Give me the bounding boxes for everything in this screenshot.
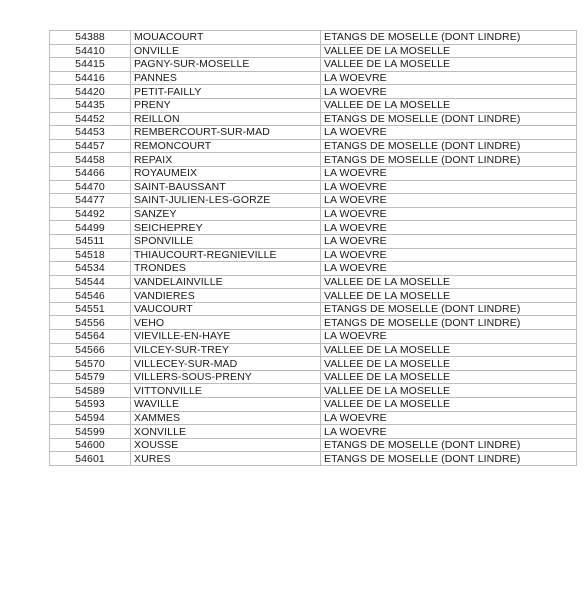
table-row xyxy=(50,262,577,276)
table-row xyxy=(50,71,577,85)
sector-cell: VALLEE DE LA MOSELLE xyxy=(321,357,577,371)
commune-name-cell: REILLON xyxy=(131,112,321,126)
sector-cell: LA WOEVRE xyxy=(321,194,577,208)
sector-cell: ETANGS DE MOSELLE (DONT LINDRE) xyxy=(321,316,577,330)
sector-cell: VALLEE DE LA MOSELLE xyxy=(321,398,577,412)
commune-name-cell: MOUACOURT xyxy=(131,31,321,45)
commune-code-cell: 54466 xyxy=(50,166,131,180)
sector-cell: ETANGS DE MOSELLE (DONT LINDRE) xyxy=(321,153,577,167)
commune-code-cell: 54453 xyxy=(50,126,131,140)
table-row xyxy=(50,44,577,58)
commune-name-cell: TRONDES xyxy=(131,262,321,276)
communes-table xyxy=(49,30,577,466)
table-row xyxy=(50,316,577,330)
commune-name-cell: VILLECEY-SUR-MAD xyxy=(131,357,321,371)
commune-code-cell: 54601 xyxy=(50,452,131,466)
commune-name-cell: PAGNY-SUR-MOSELLE xyxy=(131,58,321,72)
commune-name-cell: PANNES xyxy=(131,71,321,85)
table-row xyxy=(50,438,577,452)
commune-code-cell: 54477 xyxy=(50,194,131,208)
commune-code-cell: 54600 xyxy=(50,438,131,452)
table-row xyxy=(50,452,577,466)
commune-code-cell: 54593 xyxy=(50,398,131,412)
commune-name-cell: ROYAUMEIX xyxy=(131,166,321,180)
sector-cell: LA WOEVRE xyxy=(321,85,577,99)
commune-code-cell: 54564 xyxy=(50,330,131,344)
commune-name-cell: REMBERCOURT-SUR-MAD xyxy=(131,126,321,140)
table-row xyxy=(50,221,577,235)
table-row xyxy=(50,398,577,412)
commune-code-cell: 54457 xyxy=(50,139,131,153)
commune-name-cell: VILLERS-SOUS-PRENY xyxy=(131,370,321,384)
sector-cell: LA WOEVRE xyxy=(321,411,577,425)
sector-cell: LA WOEVRE xyxy=(321,248,577,262)
table-row xyxy=(50,343,577,357)
table-row xyxy=(50,207,577,221)
table-row xyxy=(50,126,577,140)
table-row xyxy=(50,112,577,126)
sector-cell: LA WOEVRE xyxy=(321,425,577,439)
commune-code-cell: 54416 xyxy=(50,71,131,85)
commune-name-cell: ONVILLE xyxy=(131,44,321,58)
sector-cell: LA WOEVRE xyxy=(321,180,577,194)
commune-name-cell: REMONCOURT xyxy=(131,139,321,153)
table-row xyxy=(50,139,577,153)
commune-code-cell: 54556 xyxy=(50,316,131,330)
table-row xyxy=(50,31,577,45)
commune-name-cell: XAMMES xyxy=(131,411,321,425)
commune-code-cell: 54458 xyxy=(50,153,131,167)
commune-code-cell: 54410 xyxy=(50,44,131,58)
commune-code-cell: 54518 xyxy=(50,248,131,262)
sector-cell: LA WOEVRE xyxy=(321,221,577,235)
commune-name-cell: VANDELAINVILLE xyxy=(131,275,321,289)
commune-name-cell: VITTONVILLE xyxy=(131,384,321,398)
commune-code-cell: 54551 xyxy=(50,302,131,316)
sector-cell: LA WOEVRE xyxy=(321,330,577,344)
communes-table-body xyxy=(50,31,577,466)
table-row xyxy=(50,194,577,208)
table-row xyxy=(50,153,577,167)
commune-code-cell: 54511 xyxy=(50,234,131,248)
commune-name-cell: XURES xyxy=(131,452,321,466)
commune-code-cell: 54566 xyxy=(50,343,131,357)
commune-code-cell: 54546 xyxy=(50,289,131,303)
commune-name-cell: SAINT-BAUSSANT xyxy=(131,180,321,194)
commune-name-cell: XONVILLE xyxy=(131,425,321,439)
sector-cell: LA WOEVRE xyxy=(321,234,577,248)
commune-name-cell: SANZEY xyxy=(131,207,321,221)
commune-code-cell: 54415 xyxy=(50,58,131,72)
table-row xyxy=(50,302,577,316)
sector-cell: LA WOEVRE xyxy=(321,207,577,221)
commune-code-cell: 54420 xyxy=(50,85,131,99)
commune-name-cell: SPONVILLE xyxy=(131,234,321,248)
table-row xyxy=(50,425,577,439)
sector-cell: VALLEE DE LA MOSELLE xyxy=(321,343,577,357)
commune-name-cell: VEHO xyxy=(131,316,321,330)
sector-cell: LA WOEVRE xyxy=(321,126,577,140)
table-row xyxy=(50,234,577,248)
table-row xyxy=(50,289,577,303)
sector-cell: LA WOEVRE xyxy=(321,166,577,180)
table-row xyxy=(50,357,577,371)
commune-code-cell: 54388 xyxy=(50,31,131,45)
commune-code-cell: 54570 xyxy=(50,357,131,371)
commune-code-cell: 54534 xyxy=(50,262,131,276)
commune-name-cell: VAUCOURT xyxy=(131,302,321,316)
commune-code-cell: 54499 xyxy=(50,221,131,235)
commune-code-cell: 54470 xyxy=(50,180,131,194)
commune-name-cell: SEICHEPREY xyxy=(131,221,321,235)
table-row xyxy=(50,85,577,99)
commune-name-cell: VIEVILLE-EN-HAYE xyxy=(131,330,321,344)
sector-cell: LA WOEVRE xyxy=(321,262,577,276)
commune-code-cell: 54544 xyxy=(50,275,131,289)
table-row xyxy=(50,58,577,72)
table-row xyxy=(50,370,577,384)
commune-code-cell: 54492 xyxy=(50,207,131,221)
sector-cell: ETANGS DE MOSELLE (DONT LINDRE) xyxy=(321,438,577,452)
table-row xyxy=(50,275,577,289)
commune-name-cell: PETIT-FAILLY xyxy=(131,85,321,99)
sector-cell: VALLEE DE LA MOSELLE xyxy=(321,58,577,72)
sector-cell: VALLEE DE LA MOSELLE xyxy=(321,275,577,289)
commune-name-cell: SAINT-JULIEN-LES-GORZE xyxy=(131,194,321,208)
commune-name-cell: VANDIERES xyxy=(131,289,321,303)
commune-name-cell: VILCEY-SUR-TREY xyxy=(131,343,321,357)
sector-cell: VALLEE DE LA MOSELLE xyxy=(321,370,577,384)
commune-name-cell: PRENY xyxy=(131,98,321,112)
commune-name-cell: XOUSSE xyxy=(131,438,321,452)
sector-cell: ETANGS DE MOSELLE (DONT LINDRE) xyxy=(321,302,577,316)
table-row xyxy=(50,248,577,262)
commune-code-cell: 54594 xyxy=(50,411,131,425)
commune-code-cell: 54579 xyxy=(50,370,131,384)
commune-code-cell: 54599 xyxy=(50,425,131,439)
table-row xyxy=(50,384,577,398)
commune-code-cell: 54452 xyxy=(50,112,131,126)
sector-cell: VALLEE DE LA MOSELLE xyxy=(321,44,577,58)
table-row xyxy=(50,98,577,112)
table-row xyxy=(50,411,577,425)
sector-cell: ETANGS DE MOSELLE (DONT LINDRE) xyxy=(321,31,577,45)
sector-cell: VALLEE DE LA MOSELLE xyxy=(321,384,577,398)
sector-cell: ETANGS DE MOSELLE (DONT LINDRE) xyxy=(321,452,577,466)
commune-name-cell: REPAIX xyxy=(131,153,321,167)
commune-name-cell: WAVILLE xyxy=(131,398,321,412)
sector-cell: ETANGS DE MOSELLE (DONT LINDRE) xyxy=(321,139,577,153)
table-row xyxy=(50,330,577,344)
sector-cell: ETANGS DE MOSELLE (DONT LINDRE) xyxy=(321,112,577,126)
sector-cell: VALLEE DE LA MOSELLE xyxy=(321,98,577,112)
commune-code-cell: 54589 xyxy=(50,384,131,398)
sector-cell: VALLEE DE LA MOSELLE xyxy=(321,289,577,303)
table-row xyxy=(50,166,577,180)
commune-code-cell: 54435 xyxy=(50,98,131,112)
table-row xyxy=(50,180,577,194)
sector-cell: LA WOEVRE xyxy=(321,71,577,85)
commune-name-cell: THIAUCOURT-REGNIEVILLE xyxy=(131,248,321,262)
